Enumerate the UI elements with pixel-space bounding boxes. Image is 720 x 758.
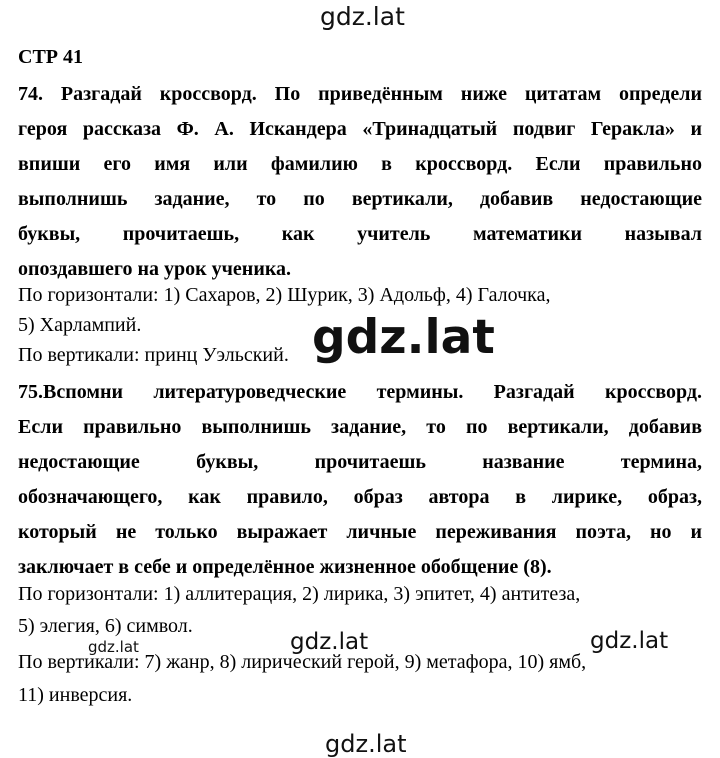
task74-answer-vertical: По вертикали: принц Уэльский.: [18, 344, 289, 366]
task75-answer-vertical-2: 11) инверсия.: [18, 684, 133, 706]
task74-line-1: 74. Разгадай кроссворд. По приведённым ниже цитатам определи: [18, 83, 702, 105]
task75-answer-horizontal-1: По горизонтали: 1) аллитерация, 2) лирика, 3) эпитет, 4) антитеза,: [18, 583, 581, 605]
task75-line-3: недостающие буквы, прочитаешь название термина,: [18, 451, 702, 473]
task74-line-3: впиши его имя или фамилию в кроссворд. Если правильно: [18, 153, 702, 175]
task75-line-5: который не только выражает личные переживания поэта, но и: [18, 521, 702, 543]
task74-line-5: буквы, прочитаешь, как учитель математики называл: [18, 223, 702, 245]
task75-line-2: Если правильно выполнишь задание, то по вертикали, добавив: [18, 416, 702, 438]
task74-line-6: опоздавшего на урок ученика.: [18, 258, 292, 280]
task74-answer-horizontal-1: По горизонтали: 1) Сахаров, 2) Шурик, 3) Адольф, 4) Галочка,: [18, 284, 551, 306]
watermark-bottom: gdz.lat: [325, 730, 407, 758]
task74-line-4: выполнишь задание, то по вертикали, добавив недостающие: [18, 188, 702, 210]
page-label: СТР 41: [18, 46, 83, 68]
task75-answer-horizontal-2: 5) элегия, 6) символ.: [18, 615, 193, 637]
task75-line-4: обозначающего, как правило, образ автора в лирике, образ,: [18, 486, 702, 508]
task75-line-1: 75.Вспомни литературоведческие термины. Разгадай кроссворд.: [18, 381, 702, 403]
task74-line-2: героя рассказа Ф. А. Искандера «Тринадцатый подвиг Геракла» и: [18, 118, 702, 140]
watermark-center: gdz.lat: [312, 310, 495, 365]
task75-line-6: заключает в себе и определённое жизненное обобщение (8).: [18, 556, 552, 578]
watermark-right: gdz.lat: [590, 628, 669, 654]
task75-answer-vertical-1: По вертикали: 7) жанр, 8) лирический герой, 9) метафора, 10) ямб,: [18, 651, 587, 673]
watermark-top: gdz.lat: [320, 2, 405, 31]
task74-answer-horizontal-2: 5) Харлампий.: [18, 314, 142, 336]
watermark-small-left: gdz.lat: [88, 638, 139, 656]
watermark-mid: gdz.lat: [290, 629, 369, 655]
